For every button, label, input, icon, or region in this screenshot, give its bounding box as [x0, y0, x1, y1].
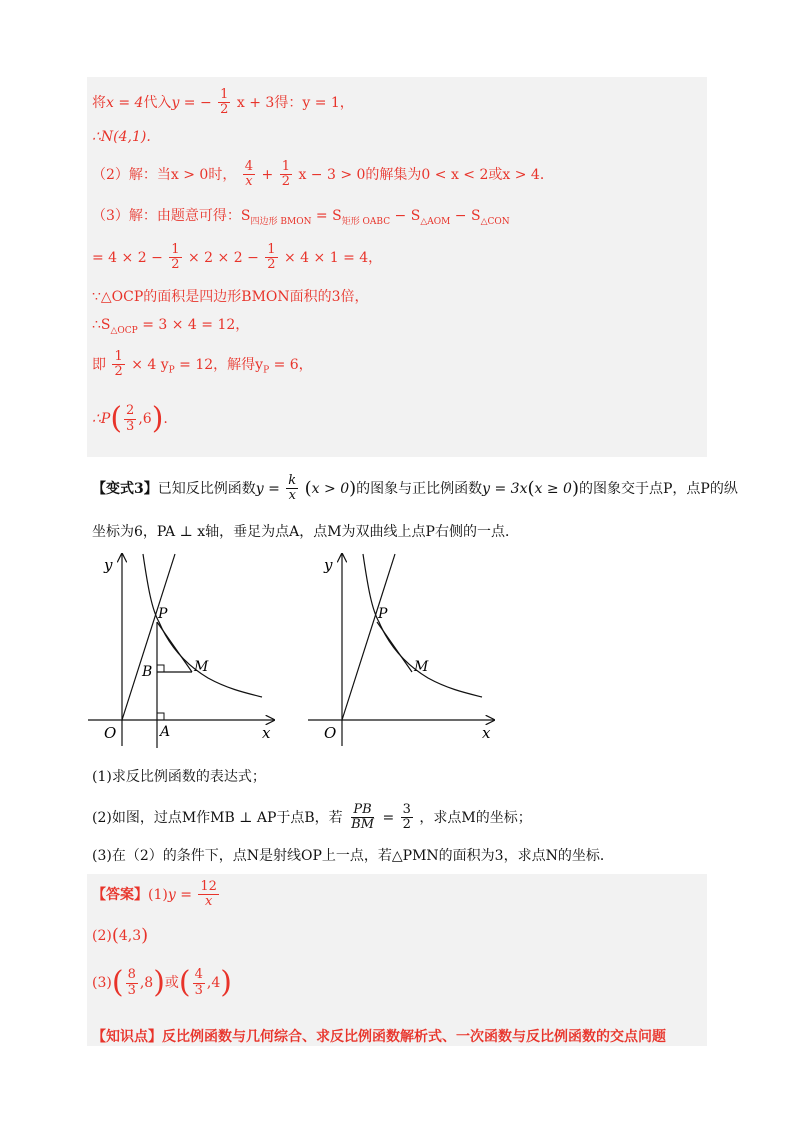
text: 代入: [143, 94, 172, 111]
question-2: (2)如图，过点M作MB ⊥ AP于点B，若 $\frac{PB}{BM}$ = $\frac{3}{2}$ ，求点M的坐标；: [92, 802, 532, 833]
label-o: O: [324, 724, 337, 742]
right-angle-b: [157, 665, 164, 672]
text: y = −: [171, 94, 212, 111]
label-p: P: [158, 606, 168, 622]
label-m: M: [414, 659, 429, 675]
solution-line-8: 即 $\frac{1}{2}$ × 4 $y_P = 12$，解得$y_P = 6$，: [92, 349, 313, 380]
problem-line-2: 坐标为6，PA ⊥ x轴，垂足为点A，点M为双曲线上点P右侧的一点．: [92, 524, 519, 540]
fraction: $\frac{2}{3}$: [126, 403, 135, 434]
hyperbola: [363, 554, 482, 697]
knowledge-point: 【知识点】反比例函数与几何综合、求反比例函数解析式、一次函数与反比例函数的交点问题: [92, 1029, 666, 1045]
text: （2）解：当x > 0时，: [92, 166, 237, 183]
fraction: $\frac{3}{2}$: [402, 802, 411, 833]
solution-line-3: [92, 160, 554, 190]
hyperbola: [143, 554, 262, 697]
fraction: $\frac{1}{2}$: [171, 242, 180, 273]
fraction: $\frac{12}{x}$: [200, 879, 217, 910]
label-b: B: [142, 664, 153, 680]
label-p: P: [378, 606, 388, 622]
graph-left: [88, 548, 288, 748]
text: 将: [92, 94, 106, 111]
solution-line-7: $\therefore S_{\triangle OCP} = 3 \times 4 = 12$，: [92, 317, 250, 336]
fraction: $\frac{k}{x}$: [288, 473, 297, 504]
label-y: y: [104, 556, 113, 574]
fraction: $\frac{1}{2}$: [281, 159, 290, 190]
line-pm: [377, 622, 412, 672]
fraction: $\frac{1}{2}$: [267, 242, 276, 273]
label-o: O: [104, 724, 117, 742]
answer-tag: 【答案】: [92, 886, 148, 903]
problem-line-1: 【变式3】已知反比例函数y = $\frac{k}{x}$ (x > 0)的图象与正比例函数y = 3x(x ≥ 0)的图象交于点P，点P的纵: [92, 473, 738, 504]
fraction: $\frac{PB}{BM}$: [351, 802, 375, 833]
text: x = 4: [106, 94, 144, 111]
label-a: A: [160, 724, 171, 740]
question-1: (1)求反比例函数的表达式；: [92, 769, 266, 785]
answer-line-1: 【答案】(1)y = $\frac{12}{x}$: [92, 879, 217, 910]
text: +: [261, 166, 274, 183]
solution-line-1: [92, 88, 354, 118]
label-y: y: [324, 556, 333, 574]
solution-line-9: ∴P( $\frac{2}{3}$ ,6).: [92, 401, 168, 436]
text: x + 3得：y = 1，: [236, 94, 354, 111]
answer-line-3: (3)( $\frac{8}{3}$ ,8)或( $\frac{4}{3}$ ,4): [92, 965, 232, 1000]
problem-tag: 【变式3】: [92, 480, 158, 497]
solution-line-2: ∴N(4,1).: [92, 129, 151, 145]
fraction: $\frac{1}{2}$: [114, 349, 123, 380]
solution-line-5: = 4 × 2 − $\frac{1}{2}$ × 2 × 2 − $\frac{1}{2}$ × 4 × 1 = 4，: [92, 242, 383, 273]
solution-line-4: （3）解：由题意可得：$S_{四边形 BMON} = S_{矩形 OABC} - S_{\triangle AOM} - S_{\triangle CON}$: [92, 208, 510, 227]
graph-right: [308, 548, 508, 748]
fraction: $\frac{4}{x}$: [244, 159, 254, 190]
fraction: $\frac{1}{2}$: [220, 87, 229, 118]
question-3: (3)在（2）的条件下，点N是射线OP上一点，若△PMN的面积为3，求点N的坐标．: [92, 848, 614, 864]
label-x: x: [482, 724, 491, 742]
fraction: $\frac{4}{3}$: [194, 967, 203, 998]
solution-line-6: ∵△OCP的面积是四边形BMON面积的3倍，: [92, 289, 369, 305]
fraction: $\frac{8}{3}$: [127, 967, 136, 998]
label-m: M: [194, 659, 209, 675]
answer-line-2: (2)(4,3): [92, 925, 149, 946]
right-angle-a: [157, 713, 164, 720]
text: x − 3 > 0的解集为0 < x < 2或x > 4．: [298, 166, 554, 183]
label-x: x: [262, 724, 271, 742]
